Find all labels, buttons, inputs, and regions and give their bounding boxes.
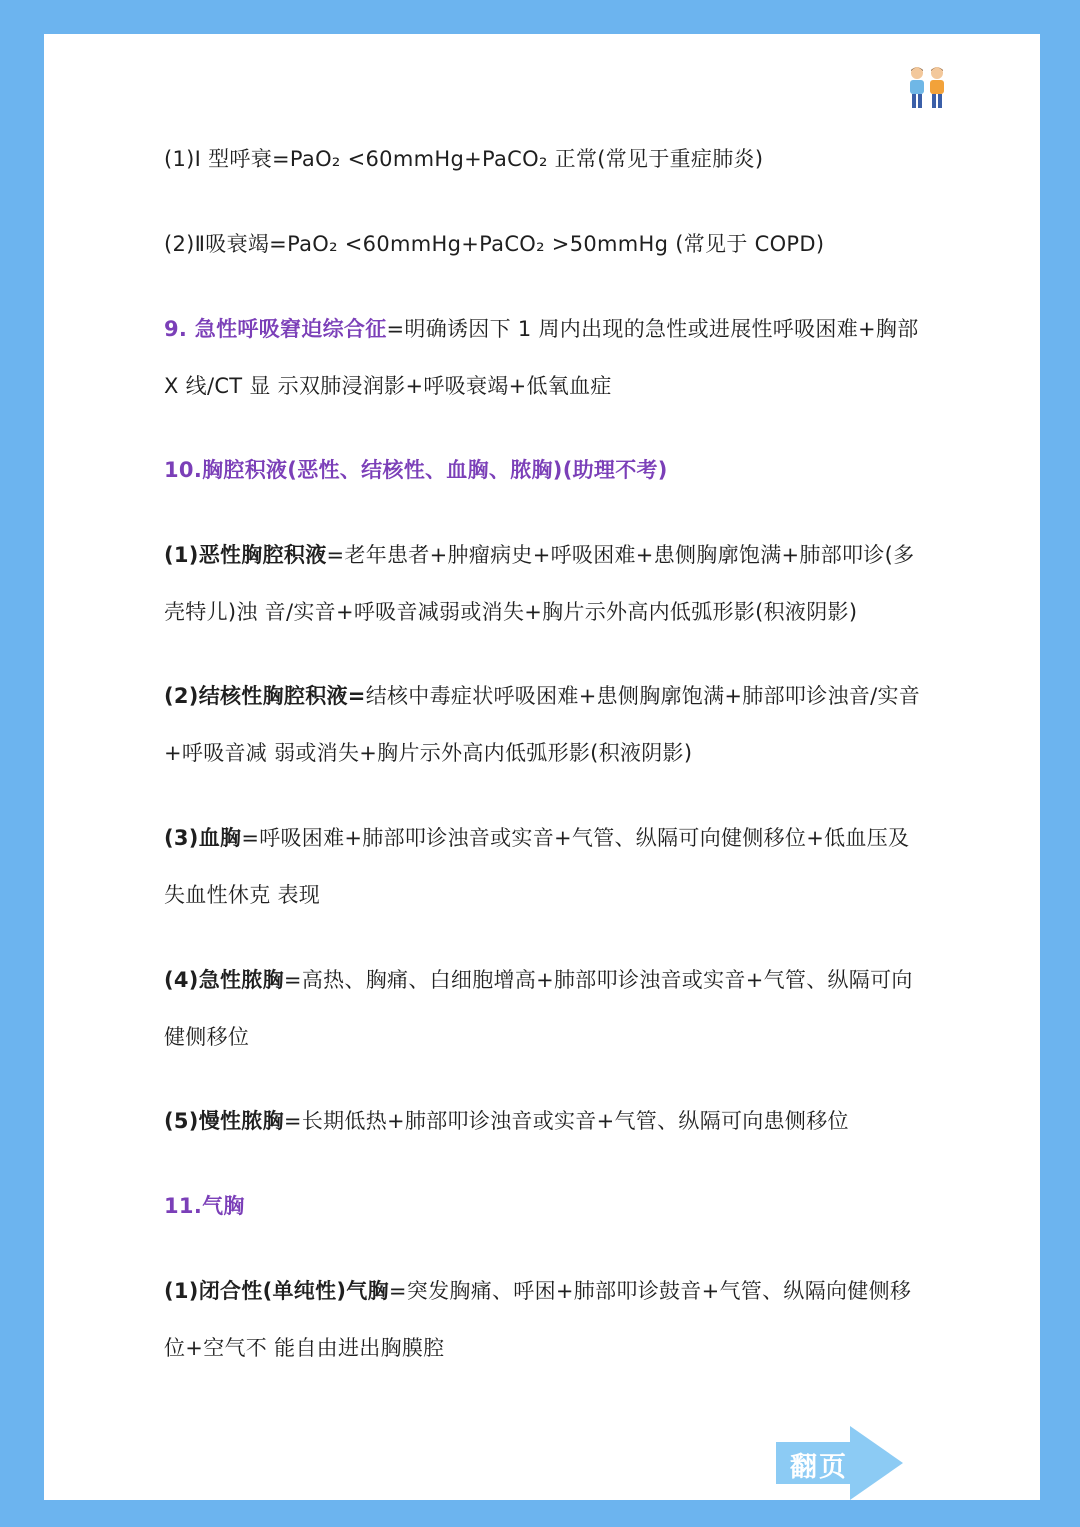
item-type1-respiratory-failure: (1)Ⅰ 型呼衰=PaO₂ <60mmHg+PaCO₂ 正常(常见于重症肺炎) [164,147,764,171]
item-hemothorax: (3)血胸=呼吸困难+肺部叩诊浊音或实音+气管、纵隔可向健侧移位+低血压及失血性休克 表现 [164,826,910,907]
section-9-ards: 9. 急性呼吸窘迫综合征=明确诱因下 1 周内出现的急性或进展性呼吸困难+胸部 X 线/CT 显 示双肺浸润影+呼吸衰竭+低氧血症 [164,317,919,398]
item-malignant-effusion: (1)恶性胸腔积液=老年患者+肿瘤病史+呼吸困难+患侧胸廓饱满+肺部叩诊(多壳特儿)浊 音/实音+呼吸音减弱或消失+胸片示外高内低弧形影(积液阴影) [164,543,915,624]
item-acute-empyema: (4)急性脓胸=高热、胸痛、白细胞增高+肺部叩诊浊音或实音+气管、纵隔可向健侧移位 [164,968,913,1049]
two-people-icon [904,64,950,110]
section-11-pneumothorax: 11.气胸 [164,1194,245,1218]
item-closed-pneumothorax: (1)闭合性(单纯性)气胸=突发胸痛、呼困+肺部叩诊鼓音+气管、纵隔向健侧移位+空气不 能自由进出胸膜腔 [164,1279,912,1360]
section-10-pleural-effusion: 10.胸腔积液(恶性、结核性、血胸、脓胸)(助理不考) [164,458,668,482]
next-page-label: 翻页 [790,1452,848,1483]
item-type2-respiratory-failure: (2)Ⅱ吸衰竭=PaO₂ <60mmHg+PaCO₂ >50mmHg (常见于 COPD) [164,232,825,256]
item-chronic-empyema: (5)慢性脓胸=长期低热+肺部叩诊浊音或实音+气管、纵隔可向患侧移位 [164,1109,849,1133]
next-page-button[interactable] [776,1426,906,1500]
item-tuberculous-effusion: (2)结核性胸腔积液=结核中毒症状呼吸困难+患侧胸廓饱满+肺部叩诊浊音/实音+呼吸音减 弱或消失+胸片示外高内低弧形影(积液阴影) [164,684,921,765]
